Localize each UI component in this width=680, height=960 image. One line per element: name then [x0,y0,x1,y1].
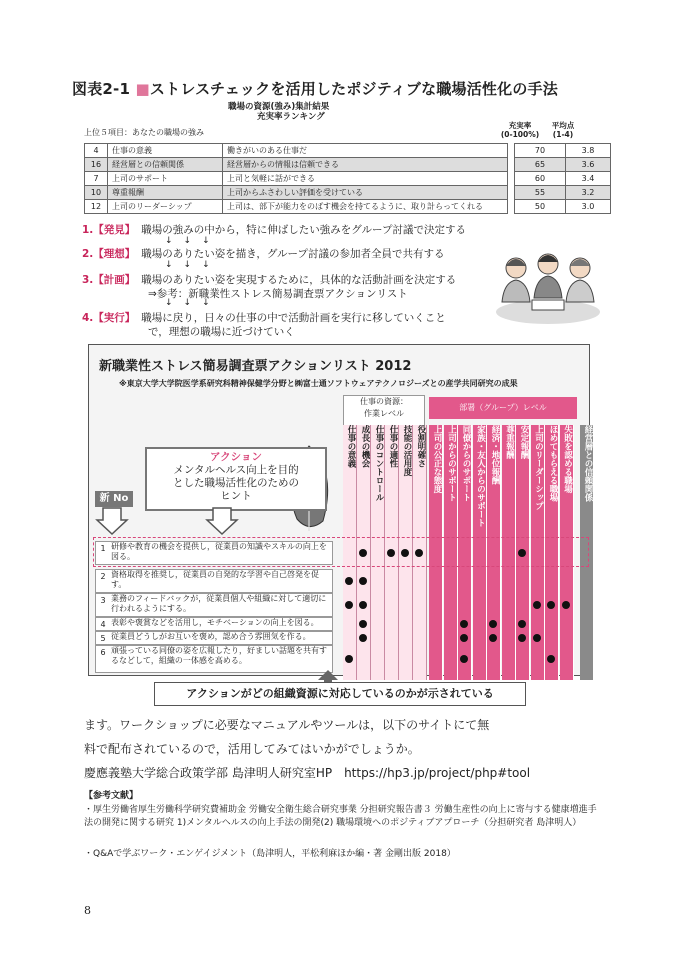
resource-dot [359,577,367,585]
ranking-short: 経営層との信頼関係 [108,158,223,172]
ranking-short: 上司のサポート [108,172,223,186]
ranking-row [85,144,611,158]
step-4-continued: で，理想の職場に近づけていく [148,326,295,338]
down-arrows-icon: ↓↓↓ [165,298,221,308]
resource-dot [345,601,353,609]
mgmt-column-header: 経営層との信頼関係 [583,425,593,502]
ranking-rate: 60 [515,172,566,186]
action-row-number: 3 [100,596,106,605]
references-title: 【参考文献】 [84,791,139,801]
resource-dot [359,620,367,628]
resource-dot [518,634,526,642]
dept-column-header: 上司からのサポート [446,425,457,502]
figure-subtitle: 職場の資源(強み)集計結果 [228,102,330,112]
ranking-caption: 上位５項目：あなたの職場の強み [84,128,204,137]
dept-column-header: 尊重報酬 [504,425,515,459]
action-row [97,632,585,644]
action-row [97,618,585,630]
resource-dot [533,634,541,642]
ranking-short: 仕事の意義 [108,144,223,158]
action-row-text: 表彰や褒賞などを活用し，モチベーションの向上を図る。 [111,618,319,627]
ranking-avg: 3.0 [566,200,611,214]
ranking-gap [508,158,515,172]
resource-dot [345,577,353,585]
reference-item: ・厚生労働省厚生労働科学研究費補助金 労働安全衛生総合研究事業 分担研究報告書３ 労働生産性の向上に寄与する健康増進手法の開発に関する研究 1)メンタルヘルスの向上手法の開発(2) 職場環境へのポジティブアプローチ（分担研究者 島津明人） [84,805,597,828]
dept-column-header: 上司の公正な態度 [432,425,442,493]
body-line-2: 料で配布されているので，活用してみてはいかがでしょうか。 [84,742,420,756]
action-row-text: 業務のフィードバックが，従業員個人や組織に対して適切に行われるようにする。 [111,594,327,613]
ranking-no: 7 [85,172,108,186]
step-4: 4.【実行】 職場に戻り，日々の仕事の中で活動計画を実行に移していくこと [82,312,446,324]
action-row-number: 2 [100,572,106,581]
dept-column-header: 失敗を認める職場 [562,425,573,493]
step-3: 3.【計画】 職場のありたい姿を実現するために，具体的な活動計画を決定する [82,274,457,286]
action-line: とした職場活性化のための [173,477,299,489]
ranking-short: 尊重報酬 [108,186,223,200]
resource-dot [489,634,497,642]
figure-title [72,78,558,99]
ranking-no: 4 [85,144,108,158]
ranking-avg: 3.6 [566,158,611,172]
ranking-row [85,200,611,214]
ranking-gap [508,172,515,186]
figure-title-text: ストレスチェックを活用したポジティブな職場活性化の手法 [149,80,558,98]
action-row-text: 研修や教育の機会を提供し，従業員の知識やスキルの向上を図る。 [111,542,327,561]
ranking-rate: 50 [515,200,566,214]
action-row-number: 4 [100,620,106,629]
ranking-row [85,186,611,200]
action-line: メンタルヘルス向上を目的 [173,464,299,476]
resource-dot [547,655,555,663]
ranking-no: 12 [85,200,108,214]
resource-dot [533,601,541,609]
action-row [97,570,585,592]
down-arrows-icon: ↓↓↓ [165,236,221,246]
action-title: アクション [210,451,262,463]
panel-banner: アクションがどの組織資源に対応しているのかが示されている [154,682,526,706]
resource-dot [489,620,497,628]
resource-dot [562,601,570,609]
job-column-header: 成長の機会 [360,425,370,468]
ranking-desc: 上司は、部下が能力をのばす機会を持てるように、取り計らってくれる [223,200,508,214]
action-row-number: 1 [100,544,106,553]
figure-subtitle-ranking: 充実率ランキング [257,112,325,122]
title-square-icon: ■ [135,80,150,98]
dept-column-header: 同僚からのサポート [461,425,471,502]
action-list-panel [88,344,593,676]
meeting-people-illustration [494,246,602,326]
ranking-desc: 上司からふさわしい評価を受けている [223,186,508,200]
ranking-gap [508,200,515,214]
ranking-short: 上司のリーダーシップ [108,200,223,214]
group-dept-level: 部署（グループ）レベル [429,397,577,419]
ranking-no: 10 [85,186,108,200]
step-2: 2.【理想】 職場のありたい姿を描き，グループ討議の参加者全員で共有する [82,248,445,260]
down-arrow-icon [97,508,127,534]
ranking-desc: 働きがいのある仕事だ [223,144,508,158]
job-column-header: 仕事のコントロール [374,425,384,502]
dept-column-header: 家族・友人からのサポート [475,425,486,527]
ranking-row [85,158,611,172]
action-row-number: 6 [100,648,106,657]
ranking-avg: 3.4 [566,172,611,186]
group-job-level: 仕事の資源： 作業レベル [343,395,425,427]
page-number: 8 [84,904,91,917]
ranking-rate: 55 [515,186,566,200]
resource-dot [547,601,555,609]
panel-note: ※東京大学大学院医学系研究科精神保健学分野と㈱富士通ソフトウェアテクノロジーズとの産学共同研究の成果 [119,379,518,388]
ranking-gap [508,144,515,158]
job-column-header: 仕事の適性 [388,425,398,468]
ranking-no: 16 [85,158,108,172]
action-row [97,646,585,672]
down-arrow-icon [207,508,237,534]
ranking-rate: 65 [515,158,566,172]
highlight-box [93,537,589,567]
new-no-label: 新 No [95,491,133,507]
resource-dot [518,620,526,628]
figure-number: 図表2-1 [72,80,131,98]
dept-column-header: 安定報酬 [519,425,529,459]
action-row-text: 頑張っている同僚の姿を広報したり，好ましい話題を共有するなどして，組織の一体感を高める。 [111,646,327,665]
down-arrows-icon: ↓↓↓ [165,260,221,270]
dept-column-header: ほめてもらえる職場 [548,425,558,502]
action-hint-box [145,447,327,511]
rate-header: 充実率 (0-100%) [500,121,540,139]
body-line-3: 慶應義塾大学総合政策学部 島津明人研究室HP https://hp3.jp/project/php#tool [84,766,531,780]
resource-dot [460,620,468,628]
dept-column-header: 上司のリーダーシップ [533,425,544,510]
ranking-desc: 経営層からの情報は信頼できる [223,158,508,172]
ranking-rate: 70 [515,144,566,158]
resource-dot [460,634,468,642]
resource-dot [460,655,468,663]
action-row-text: 従業員どうしがお互いを褒め，認め合う雰囲気を作る。 [111,632,311,641]
ranking-gap [508,186,515,200]
action-line: ヒント [220,490,252,502]
resource-dot [359,601,367,609]
job-column-header: 仕事の意義 [346,425,356,468]
ranking-desc: 上司と気軽に話ができる [223,172,508,186]
step-1: 1.【発見】 職場の強みの中から，特に伸ばしたい強みをグループ討議で決定する [82,224,466,236]
panel-title: 新職業性ストレス簡易調査票アクションリスト 2012 [99,359,412,374]
body-line-1: ます。ワークショップに必要なマニュアルやツールは，以下のサイトにて無 [84,718,490,732]
avg-header: 平均点 (1-4) [551,121,575,139]
step-3-reference: ⇒参考：新職業性ストレス簡易調査票アクションリスト [148,288,408,300]
action-row [97,594,585,616]
action-row-number: 5 [100,634,106,643]
ranking-avg: 3.8 [566,144,611,158]
resource-dot [345,655,353,663]
job-column-header: 技能の活用度 [402,425,412,476]
ranking-row [85,172,611,186]
ranking-table [84,143,611,214]
job-column-header: 役割明確さ [416,425,426,468]
action-row-text: 資格取得を推奨し，従業員の自発的な学習や自己啓発を促す。 [111,570,319,589]
ranking-avg: 3.2 [566,186,611,200]
dept-column-header: 経済・地位報酬 [490,425,500,485]
reference-item: ・Q&Aで学ぶワーク・エンゲイジメント（島津明人，平松利麻ほか編・著 金剛出版 2018） [84,849,456,859]
resource-dot [359,634,367,642]
